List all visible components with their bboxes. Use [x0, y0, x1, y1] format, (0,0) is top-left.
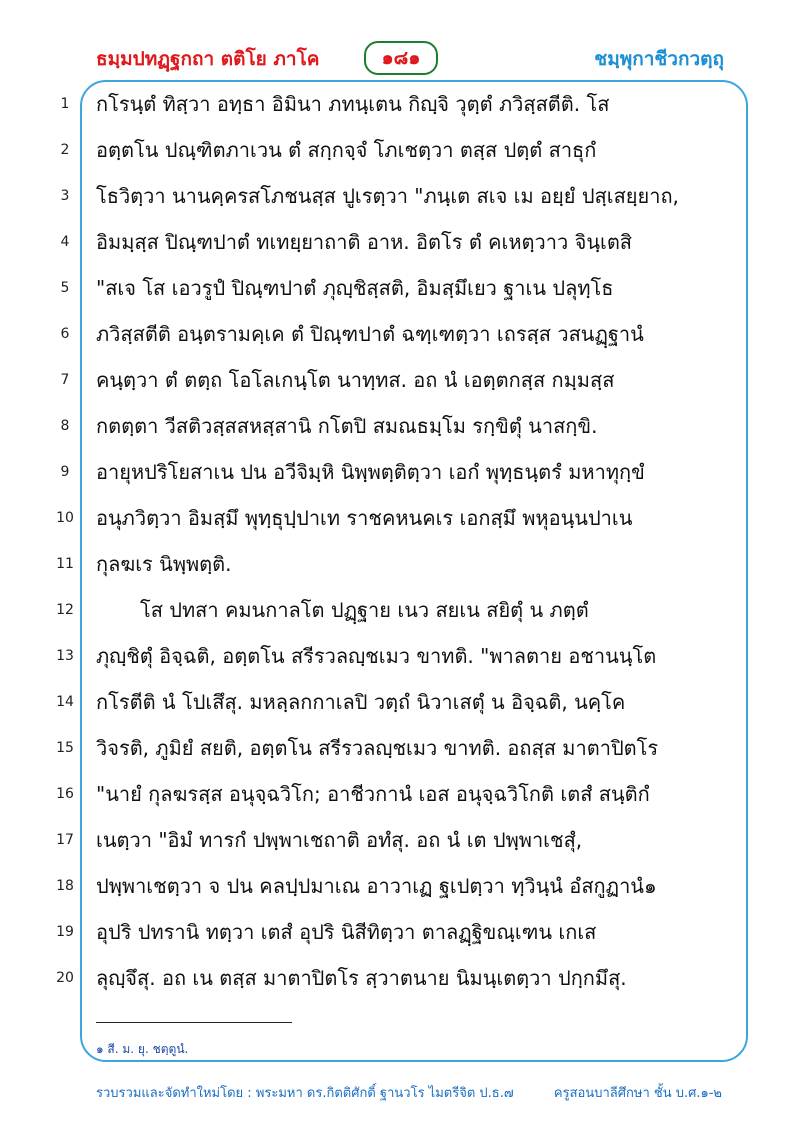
line-number: 6 — [60, 326, 70, 342]
text-line: โส ปทสา คมนกาลโต ปฏฺฐาย เนว สยเน สยิตุํ น ภตฺตํ — [140, 598, 589, 622]
line-number: 7 — [60, 372, 70, 388]
text-line: "นายํ กุลฆรสฺส อนุจฺฉวิโก; อาชีวกานํ เอส อนุจฺฉวิโกติ เตสํ สนฺติกํ — [96, 782, 650, 806]
text-line: กุลฆเร นิพฺพตฺติ. — [96, 552, 232, 576]
line-number: 19 — [56, 924, 74, 940]
text-line: ปพฺพาเชตฺวา จ ปน คลปฺปมาเณ อาวาเฏ ฐเปตฺวา ทฺวินฺนํ อํสกูฏานํ๑ — [96, 874, 657, 898]
line-number: 15 — [56, 740, 74, 756]
line-number: 4 — [60, 234, 70, 250]
line-number: 9 — [60, 464, 70, 480]
text-line: ภุญฺชิตุํ อิจฺฉติ, อตฺตโน สรีรวลญฺชเมว ขาทติ. "พาลตาย อชานนฺโต — [96, 644, 657, 668]
text-line: อิมมฺสฺส ปิณฺฑปาตํ ทเทยฺยาถาติ อาห. อิตโร ตํ คเหตฺวาว จินฺเตสิ — [96, 230, 633, 254]
text-line: อตฺตโน ปณฺฑิตภาเวน ตํ สกฺกจฺจํ โภเชตฺวา ตสฺส ปตฺตํ สาธุกํ — [96, 138, 597, 162]
page-number: ๑๘๑ — [364, 41, 438, 75]
text-line: กโรตีติ นํ โปเสึสุ. มหลฺลกกาเลปิ วตฺถํ นิวาเสตุํ น อิจฺฉติ, นคฺโค — [96, 690, 626, 714]
text-line: "สเจ โส เอวรูปํ ปิณฺฑปาตํ ภุญฺชิสฺสติ, อิมสฺมึเยว ฐาเน ปลุทฺโธ — [96, 276, 614, 300]
line-number: 12 — [56, 602, 74, 618]
text-line: กโรนฺตํ ทิสฺวา อทฺธา อิมินา ภทนฺเตน กิญฺจิ วุตฺตํ ภวิสฺสตีติ. โส — [96, 92, 610, 116]
compiler-credit: รวบรวมและจัดทำใหม่โดย : พระมหา ดร.กิตติศักดิ์ ฐานวโร ไมตรีจิต ป.ธ.๗ — [96, 1086, 514, 1101]
line-number: 3 — [60, 188, 70, 204]
story-title: ชมฺพุกาชีวกวตฺถุ — [594, 48, 724, 70]
book-title: ธมฺมปทฏฺฐกถา ตติโย ภาโค — [96, 48, 320, 70]
line-number: 17 — [56, 832, 74, 848]
line-number: 20 — [56, 970, 74, 986]
line-number: 5 — [60, 280, 70, 296]
text-line: อนุภวิตฺวา อิมสฺมึ พุทฺธุปฺปาเท ราชคหนคเร เอกสฺมึ พหุอนฺนปาเน — [96, 506, 633, 530]
text-line: กตตฺตา วีสติวสฺสสหสฺสานิ กโตปิ สมณธมฺโม รกฺขิตุํ นาสกฺขิ. — [96, 414, 598, 438]
line-number: 10 — [56, 510, 74, 526]
text-line: อายุหปริโยสาเน ปน อวีจิมฺหิ นิพฺพตฺติตฺวา เอกํ พุทฺธนฺตรํ มหาทุกฺขํ — [96, 460, 645, 484]
text-line: ลุญฺจึสุ. อถ เน ตสฺส มาตาปิตโร สฺวาตนาย นิมนฺเตตฺวา ปกฺกมึสุ. — [96, 966, 627, 990]
footnote: ๑ สี. ม. ยุ. ชตฺตูนํ. — [96, 1042, 189, 1056]
line-number: 8 — [60, 418, 70, 434]
text-line: อุปริ ปทรานิ ทตฺวา เตสํ อุปริ นิสีทิตฺวา ตาลฏฺฐิขณฺเฑน เกเส — [96, 920, 597, 944]
line-number: 13 — [56, 648, 74, 664]
page-header — [0, 38, 800, 78]
text-line: ภวิสฺสตีติ อนฺตรามคฺเค ตํ ปิณฺฑปาตํ ฉฑฺเฑตฺวา เถรสฺส วสนฏฺฐานํ — [96, 322, 644, 346]
line-number: 18 — [56, 878, 74, 894]
line-number: 16 — [56, 786, 74, 802]
line-number: 1 — [60, 96, 70, 112]
line-number: 11 — [56, 556, 74, 572]
teacher-credit: ครูสอนบาลีศึกษา ชั้น บ.ศ.๑-๒ — [553, 1086, 722, 1101]
footnote-rule — [96, 1022, 292, 1023]
text-line: โธวิตฺวา นานคฺครสโภชนสฺส ปูเรตฺวา "ภนฺเต สเจ เม อยฺยํ ปสฺเสยฺยาถ, — [96, 184, 679, 208]
text-line: คนฺตฺวา ตํ ตตฺถ โอโลเกนฺโต นาทฺทส. อถ นํ เอตฺตกสฺส กมฺมสฺส — [96, 368, 615, 392]
line-number: 14 — [56, 694, 74, 710]
line-number: 2 — [60, 142, 70, 158]
text-line: เนตฺวา "อิมํ ทารกํ ปพฺพาเชถาติ อทํสุ. อถ นํ เต ปพฺพาเชสุํ, — [96, 828, 583, 852]
text-line: วิจรติ, ภูมิยํ สยติ, อตฺตโน สรีรวลญฺชเมว ขาทติ. อถสฺส มาตาปิตโร — [96, 736, 659, 760]
